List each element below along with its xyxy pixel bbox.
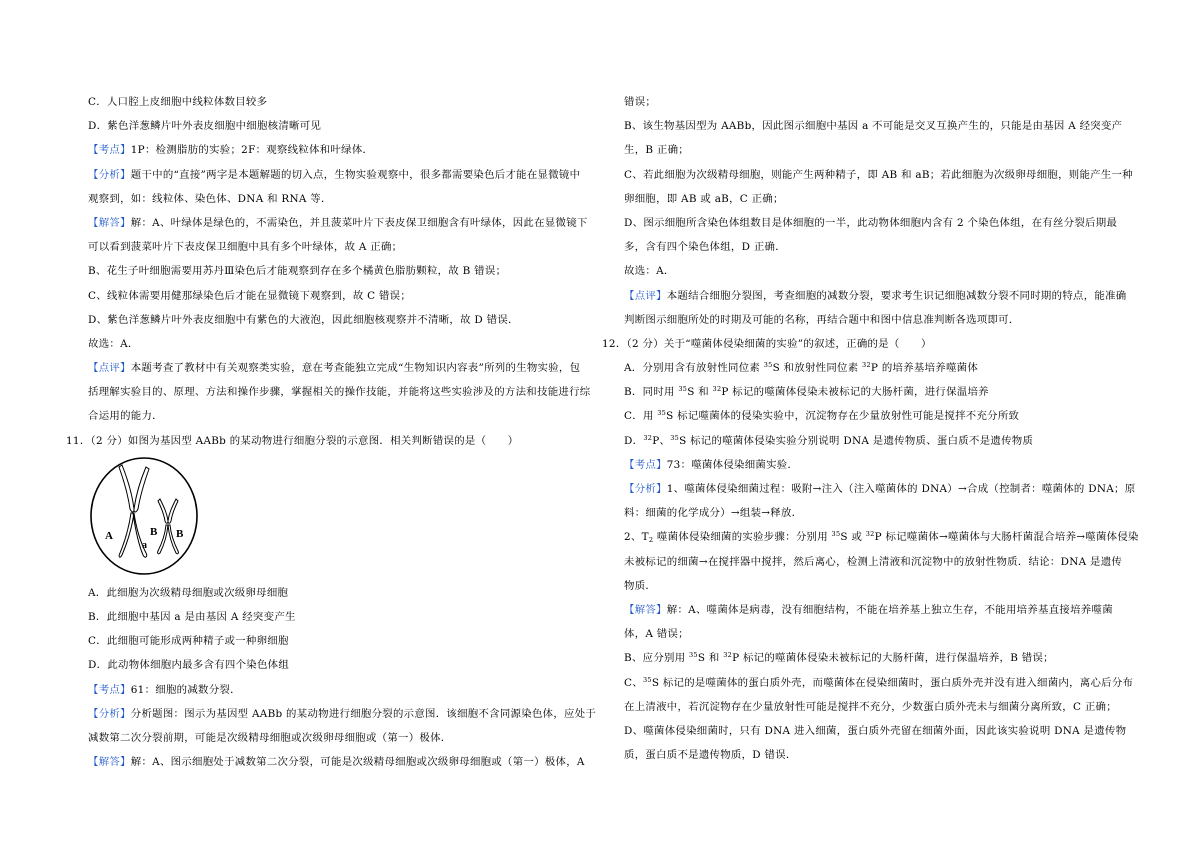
q10-option-c: C．人口腔上皮细胞中线粒体数目较多: [88, 96, 268, 108]
q12-jieda-1: [624, 598, 1144, 622]
q11-answer-c-2: 卵细胞，即 AB 或 aB，C 正确；: [624, 192, 784, 205]
q11-option-c: C．此细胞可能形成两种精子或一种卵细胞: [88, 635, 289, 648]
jieda-tag: 【解答】: [88, 756, 131, 769]
text-segment: S 和放射性同位素: [772, 362, 863, 375]
q11-jieda-1: [88, 750, 592, 774]
kaodian-text: 1P：检测脂肪的实验；2F：观察线粒体和叶绿体．: [130, 144, 374, 157]
text-segment: P、: [652, 434, 671, 447]
fenxi-tag: 【分析】: [624, 483, 667, 495]
dianping-text: 本题结合细胞分裂图，考查细胞的减数分裂，要求考生识记细胞减数分裂不同时期的特点，能准确: [666, 289, 1127, 302]
text-segment: 2、T: [624, 531, 649, 544]
q10-dianping-3: 合运用的能力．: [88, 410, 163, 423]
dianping-text: 本题考查了教材中有关观察类实验，意在考查能独立完成“生物知识内容表”所列的生物实验，包: [130, 362, 581, 375]
q12-fenxi-2: 料：细菌的化学成分）→组装→释放．: [624, 507, 803, 520]
fenxi-tag: 【分析】: [88, 168, 131, 181]
left-column: [66, 90, 597, 774]
q11-option-b: B．此细胞中基因 a 是由基因 A 经突变产生: [88, 611, 296, 623]
jieda-tag: 【解答】: [88, 216, 131, 229]
q11-final-answer: 故选：A．: [624, 265, 675, 278]
q12-option-d: [624, 429, 1144, 453]
q11-dianping-2: 判断图示细胞所处的时期及可能的名称，再结合题中和图中信息准判断各选项即可．: [624, 313, 1020, 326]
q11-answer-b-1: B、该生物基因型为 AABb，因此图示细胞中基因 a 不可能是交叉互换产生的，只能是由基因 A 经突变产: [624, 120, 1123, 133]
isotope-superscript: 32: [865, 530, 875, 539]
text-segment: 噬菌体侵染细菌的实验步骤：分别用: [653, 531, 832, 544]
isotope-superscript: 32: [723, 651, 733, 660]
text-segment: S 标记的噬菌体侵染实验分别说明 DNA 是遗传物质、蛋白质不是遗传物质: [679, 434, 1034, 447]
q11-fenxi-2: 减数第二次分裂前期，可能是次级精母细胞或次级卵母细胞或（第一）极体．: [88, 731, 452, 744]
q11-kaodian: [88, 678, 592, 702]
q11-option-d: D．此动物体细胞内最多含有四个染色体组: [88, 659, 290, 672]
q10-dianping-2: 括理解实验目的、原理、方法和操作步骤，掌握相关的操作技能，并能将这些实验涉及的方法和技能进行综: [88, 386, 591, 399]
kaodian-tag: 【考点】: [88, 683, 131, 696]
text-segment: P 标记的噬菌体侵染未被标记的大肠杆菌，进行保温培养: [721, 386, 989, 399]
text-segment: B、应分别用: [624, 652, 689, 665]
q12-option-a: [624, 356, 1144, 380]
q11-answer-c-1: C、若此细胞为次级精母细胞，则能产生两种精子，即 AB 和 aB；若此细胞为次级卵母细胞，则能产生一种: [624, 168, 1133, 181]
q11-answer-d-1: D、图示细胞所含染色体组数目是体细胞的一半，此动物体细胞内含有 2 个染色体组，在有丝分裂后期最: [624, 216, 1118, 229]
text-segment: B．同时用: [624, 386, 679, 399]
text-segment: S 和: [697, 652, 724, 665]
q12-jieda-2: 体，A 错误；: [624, 628, 689, 641]
q10-jieda-2: 可以看到菠菜叶片下表皮保卫细胞中具有多个叶绿体，故 A 正确；: [88, 241, 403, 254]
text-segment: C、: [624, 676, 643, 689]
q10-answer-d: D、紫色洋葱鳞片叶外表皮细胞中有紫色的大液泡，因此细胞核观察并不清晰，故 D 错误．: [88, 313, 519, 326]
fenxi-text: 1、噬菌体侵染细菌过程：吸附→注入（注入噬菌体的 DNA）→合成（控制者：噬菌体的 DNA；原: [666, 483, 1136, 495]
kaodian-tag: 【考点】: [88, 144, 131, 157]
q10-jieda-1: [88, 211, 592, 235]
q10-kaodian: [88, 138, 592, 162]
isotope-superscript: 32: [862, 361, 871, 370]
q12-answer-b: [624, 646, 1144, 670]
q12-kaodian: [624, 453, 1144, 477]
text-segment: P 的培养基培养噬菌体: [870, 362, 979, 375]
q12-fenxi-1: [624, 477, 1144, 501]
q11-dianping-1: [624, 284, 1144, 308]
q12-answer-d-1: D、噬菌体侵染细菌时，只有 DNA 进入细菌，蛋白质外壳留在细菌外面，因此该实验说明 DNA 是遗传物: [624, 724, 1127, 737]
q12-fenxi-3: [624, 525, 1144, 549]
isotope-superscript: 35: [689, 651, 698, 660]
gene-label-a: a: [142, 539, 147, 551]
gene-label-B-right: B: [176, 527, 184, 540]
text-segment: A．分别用含有放射性同位素: [624, 362, 764, 375]
jieda-tag: 【解答】: [624, 603, 667, 616]
text-segment: C．用: [624, 410, 658, 423]
gene-label-A: A: [105, 529, 113, 542]
cell-diagram: [88, 455, 200, 577]
isotope-superscript: 32: [712, 385, 722, 394]
text-segment: S 或: [840, 531, 866, 544]
text-segment: D．: [624, 434, 644, 447]
dianping-tag: 【点评】: [88, 362, 131, 375]
jieda-text: 解：A、叶绿体是绿色的，不需染色，并且菠菜叶片下表皮保卫细胞含有叶绿体，因此在显微镜下: [130, 216, 588, 229]
isotope-superscript: 35: [763, 361, 773, 370]
q11-stem: 11．（2 分）如图为基因型 AABb 的某动物进行细胞分裂的示意图．相关判断错误的是（ ）: [66, 434, 519, 447]
q11-answer-d-2: 多，含有四个染色体组，D 正确．: [624, 241, 786, 254]
gene-label-B-left: B: [150, 525, 158, 538]
cell-division-figure: [88, 453, 592, 581]
isotope-superscript: 35: [657, 409, 667, 418]
q12-answer-d-2: 质，蛋白质不是遗传物质，D 错误．: [624, 749, 797, 762]
fenxi-text: 分析题图：图示为基因型 AABb 的某动物进行细胞分裂的示意图．该细胞不含同源染色体，应处于: [130, 707, 597, 720]
jieda-text: 解：A、噬菌体是病毒，没有细胞结构，不能在培养基上独立生存，不能用培养基直接培养噬菌: [666, 603, 1113, 616]
q11-option-a: A．此细胞为次级精母细胞或次级卵母细胞: [88, 586, 289, 599]
dianping-tag: 【点评】: [624, 289, 667, 302]
fenxi-text: 题干中的“直接”两字是本题解题的切入点，生物实验观察中，很多都需要染色后才能在显微镜中: [130, 168, 581, 181]
kaodian-text: 61：细胞的减数分裂．: [130, 683, 241, 696]
q11-continued: 错误；: [624, 96, 657, 108]
q10-final-answer: 故选：A．: [88, 337, 139, 350]
q10-answer-b: B、花生子叶细胞需要用苏丹Ⅲ染色后才能观察到存在多个橘黄色脂肪颗粒，故 B 错误；: [88, 265, 507, 278]
q12-option-c: [624, 404, 1144, 428]
q10-dianping-1: [88, 356, 592, 380]
q11-answer-b-2: 生，B 正确；: [624, 144, 689, 157]
isotope-superscript: 35: [831, 530, 841, 539]
q11-fenxi-1: [88, 702, 597, 726]
isotope-superscript: 35: [678, 385, 688, 394]
q12-answer-c-2: 在上清液中，若沉淀物存在少量放射性可能是搅拌不充分，少数蛋白质外壳未与细菌分离所致，C 正确；: [624, 700, 1117, 713]
q12-fenxi-5: 物质．: [624, 579, 657, 592]
q12-option-b: [624, 380, 1144, 404]
text-segment: S 标记的是噬菌体的蛋白质外壳，而噬菌体在侵染细菌时，蛋白质外壳并没有进入细菌内，离心后分布: [651, 676, 1134, 689]
text-segment: P 标记噬菌体→噬菌体与大肠杆菌混合培养→噬菌体侵染: [874, 531, 1139, 544]
right-column: [602, 90, 1144, 767]
q10-fenxi-1: [88, 163, 592, 187]
fenxi-tag: 【分析】: [88, 707, 131, 720]
q10-answer-c: C、线粒体需要用健那绿染色后才能在显微镜下观察到，故 C 错误；: [88, 289, 412, 302]
jieda-text: 解：A、图示细胞处于减数第二次分裂，可能是次级精母细胞或次级卵母细胞或（第一）极体，A: [130, 756, 585, 769]
kaodian-text: 73：噬菌体侵染细菌实验．: [666, 458, 799, 471]
isotope-superscript: 32: [643, 433, 653, 442]
q12-fenxi-4: 未被标记的细菌→在搅拌器中搅拌，然后离心，检测上清液和沉淀物中的放射性物质．结论：DNA 是遗传: [624, 555, 1123, 568]
chromosome-b: [158, 499, 179, 554]
q12-answer-c-1: [624, 671, 1144, 695]
isotope-superscript: 35: [670, 433, 680, 442]
text-segment: P 标记的噬菌体侵染未被标记的大肠杆菌，进行保温培养，B 错误；: [732, 652, 1054, 665]
subscript: 2: [648, 536, 654, 545]
isotope-superscript: 35: [642, 675, 652, 684]
q12-stem: 12．（2 分）关于“噬菌体侵染细菌的实验”的叙述，正确的是（ ）: [602, 337, 932, 350]
text-segment: S 和: [687, 386, 713, 399]
text-segment: S 标记噬菌体的侵染实验中，沉淀物存在少量放射性可能是搅拌不充分所致: [666, 410, 1020, 423]
q10-fenxi-2: 观察到，如：线粒体、染色体、DNA 和 RNA 等．: [88, 192, 332, 205]
kaodian-tag: 【考点】: [624, 458, 667, 471]
q10-option-d: D．紫色洋葱鳞片叶外表皮细胞中细胞核清晰可见: [88, 120, 322, 133]
